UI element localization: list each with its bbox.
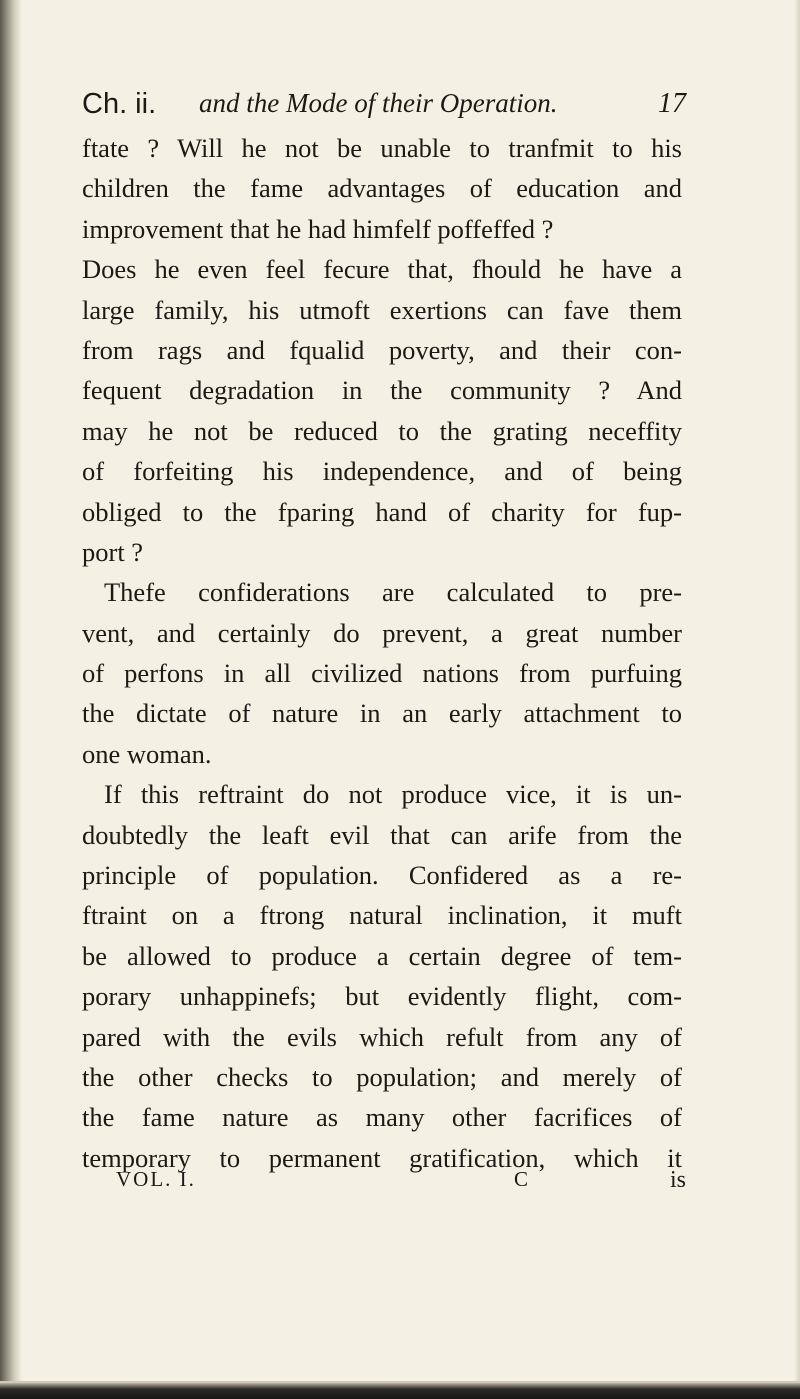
paragraph-start-line: Thefe confiderations are calculated to pre-: [104, 577, 682, 608]
text-line: from rags and fqualid poverty, and their con-: [82, 334, 682, 365]
page-footer: [116, 1167, 686, 1195]
text-line: fequent degradation in the community ? And: [82, 375, 682, 406]
text-line: obliged to the fparing hand of charity for fup-: [82, 496, 682, 527]
volume-label: VOL. I.: [116, 1167, 196, 1191]
text-line: pared with the evils which refult from any of: [82, 1021, 682, 1052]
text-line: the dictate of nature in an early attachment to: [82, 698, 682, 729]
page-bottom-edge: [0, 1383, 800, 1399]
text-line: the other checks to population; and merely of: [82, 1061, 682, 1092]
text-line: principle of population. Confidered as a re-: [82, 860, 682, 891]
text-line: large family, his utmoft exertions can fave them: [82, 294, 682, 325]
running-title: and the Mode of their Operation.: [199, 88, 558, 118]
text-line: be allowed to produce a certain degree of tem-: [82, 940, 682, 971]
text-line: porary unhappinefs; but evidently flight, com-: [82, 981, 682, 1012]
page-number: 17: [658, 88, 686, 119]
text-line: port ?: [82, 536, 144, 567]
catchword: is: [669, 1167, 686, 1193]
text-line: of perfons in all civilized nations from purfuing: [82, 658, 682, 689]
text-line: Does he even feel fecure that, fhould he have a: [82, 254, 682, 285]
text-line: improvement that he had himfelf poffeffed ?: [82, 213, 554, 244]
text-line: of forfeiting his independence, and of being: [82, 456, 682, 487]
text-line: may he not be reduced to the grating neceffity: [82, 415, 682, 446]
paragraph-start-line: If this reftraint do not produce vice, it is un-: [104, 779, 682, 810]
text-line: vent, and certainly do prevent, a great number: [82, 617, 682, 648]
text-line: the fame nature as many other facrifices of: [82, 1102, 682, 1133]
text-line: doubtedly the leaft evil that can arife from the: [82, 819, 682, 850]
running-header: [82, 88, 686, 120]
text-line: temporary to permanent gratification, which it: [82, 1142, 682, 1173]
page-right-edge: [794, 0, 800, 1399]
signature-mark: C: [514, 1167, 529, 1191]
chapter-label: Ch. ii.: [82, 88, 157, 120]
text-line: ftraint on a ftrong natural inclination, it muft: [82, 900, 682, 931]
page-binding-shadow: [0, 0, 22, 1399]
text-line: ftate ? Will he not be unable to tranfmit to his: [82, 133, 682, 163]
text-line: one woman.: [82, 738, 212, 769]
text-line: children the fame advantages of education and: [82, 173, 682, 204]
body-text: [82, 128, 682, 1178]
